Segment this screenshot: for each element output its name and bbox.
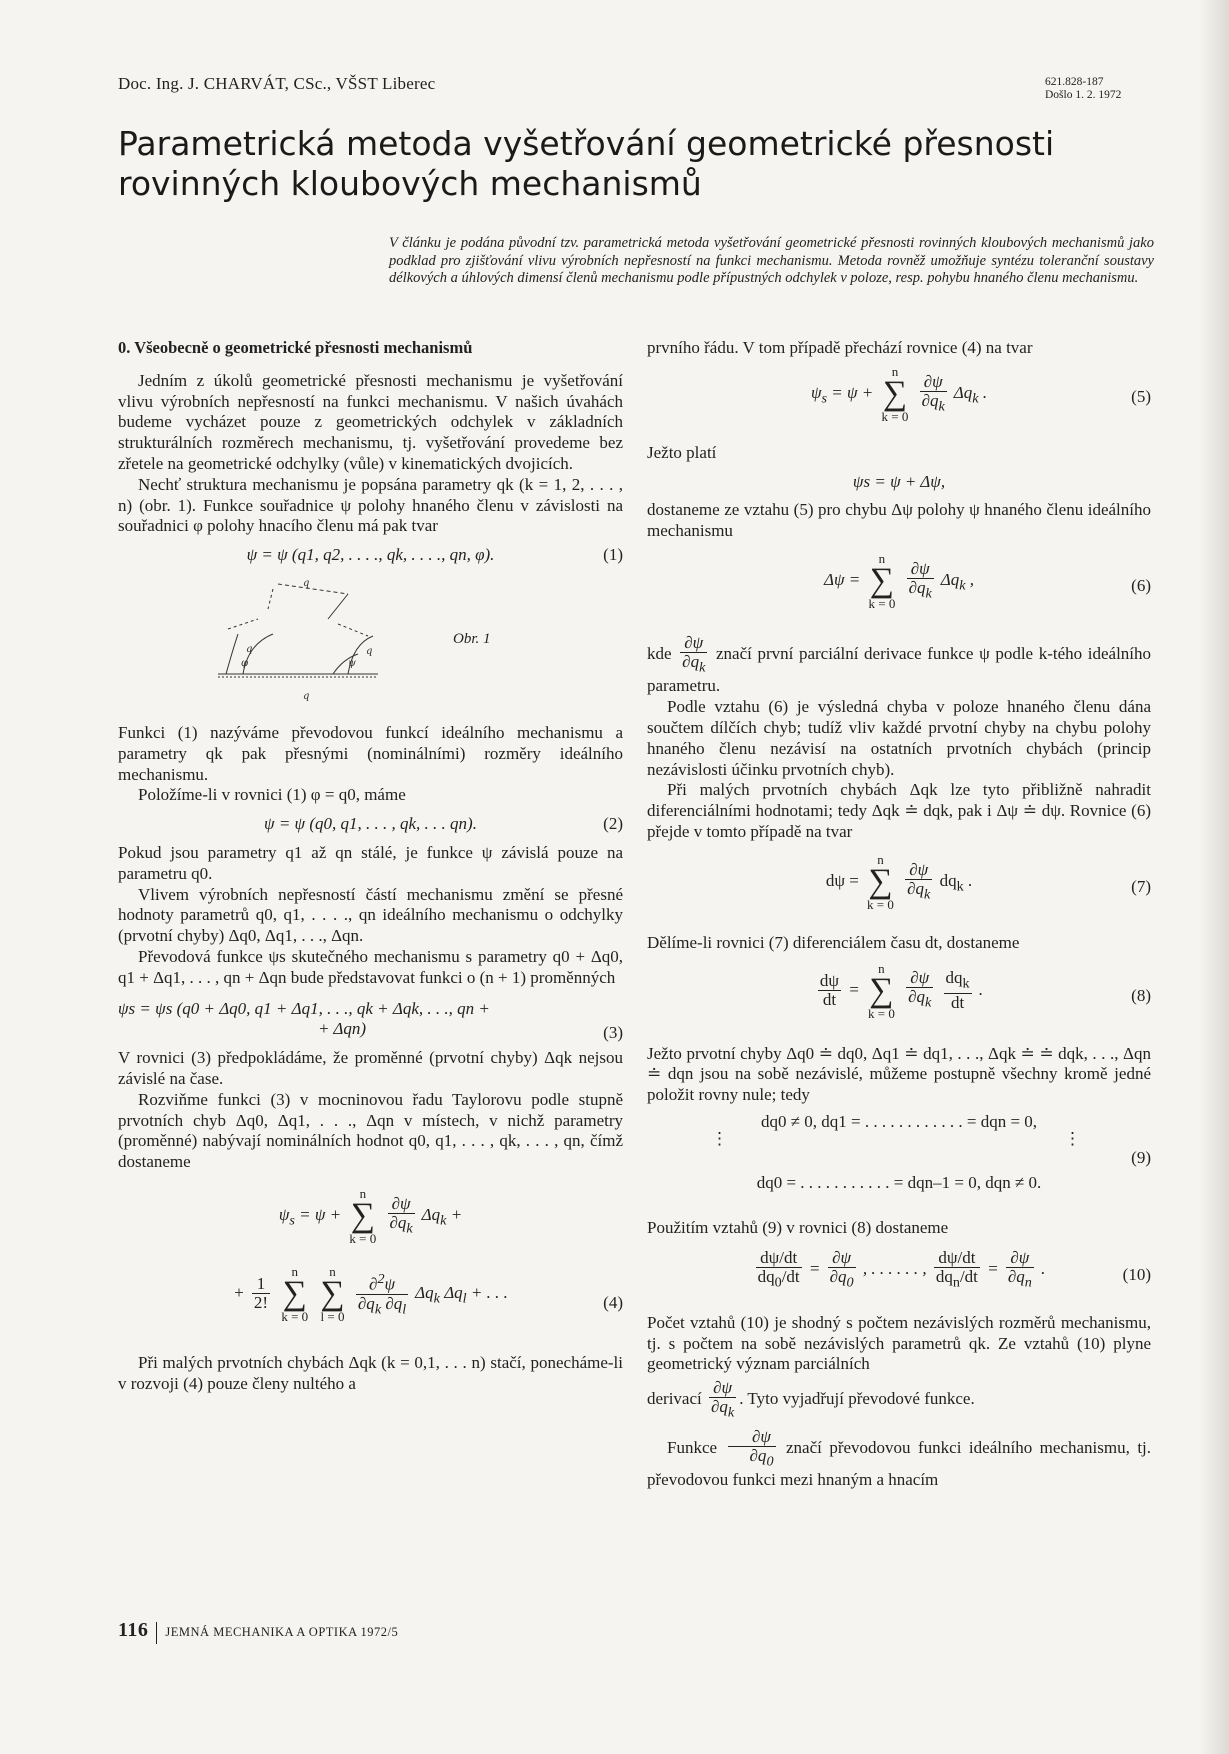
paragraph xyxy=(647,634,1151,697)
equation-number: (6) xyxy=(1131,575,1151,595)
abstract: V článku je podána původní tzv. parametrická metoda vyšetřování geometrické přesnosti rovinných kloubových mechanismů jako podklad pro zjišťování vlivu výrobních nepřesností na funkci mechanismu. Metoda rovněž umožňuje syntézu toleranční soustavy délkových a úhlových dimensí členů mechanismu podle přípustných odchylek v poloze, resp. pohybu hnaného členu mechanismu. xyxy=(389,235,1154,286)
paragraph: prvního řádu. V tom případě přechází rovnice (4) na tvar xyxy=(647,338,1033,357)
fraction: $\frac{\partial\psi}{\partial q_k}$ xyxy=(711,1378,735,1421)
sum-symbol: n ∑ k = 0 xyxy=(868,960,895,1021)
fraction: $\frac{\partial\psi}{\partial q_k}$ xyxy=(907,859,931,902)
paragraph: Nechť struktura mechanismu je popsána parametry qk (k = 1, 2, . . . , n) (obr. 1). Funkce souřadnice ψ polohy hnaného členu v závislosti na souřadnici φ polohy hnacího členu má pak tvar xyxy=(118,474,623,536)
svg-text:q: q xyxy=(246,643,253,655)
title-line-2: rovinných kloubových mechanismů xyxy=(118,164,702,203)
equation-number: (9) xyxy=(1131,1147,1151,1167)
equation-line: dq0 = . . . . . . . . . . . = dqn–1 = 0, dqn ≠ 0. xyxy=(756,1172,1042,1192)
equation-error xyxy=(647,472,1151,493)
fraction: $\frac{\partial\psi}{\partial q_n}$ xyxy=(1007,1247,1032,1291)
paragraph: Dělíme-li rovnici (7) diferenciálem času dt, dostaneme xyxy=(647,932,1020,952)
paragraph: dostaneme ze vztahu (5) pro chybu Δψ polohy ψ hnaného členu ideálního mechanismu xyxy=(647,500,1151,541)
page-footer xyxy=(118,1619,398,1644)
paragraph: Při malých prvotních chybách Δqk (k = 0,1, . . . n) stačí, ponecháme-li v rozvoji (4) pouze členy nultého a xyxy=(118,1352,623,1393)
inline-text: derivací xyxy=(647,1389,702,1409)
paragraph xyxy=(647,1428,1151,1491)
vertical-dots: ⋮ ⋮ xyxy=(711,1128,1081,1148)
fraction: $\frac{\partial\psi}{\partial q_k}$ xyxy=(908,558,932,602)
paragraph: Položíme-li v rovnici (1) φ = q0, máme xyxy=(138,785,406,805)
inline-text: značí převodovou funkci ideálního mechanismu, tj. převodovou funkci mezi hnaným a hnacím xyxy=(647,1437,1152,1489)
udc-code: 621.828-187 xyxy=(1045,76,1104,88)
page-edge-shadow xyxy=(1199,0,1229,1754)
paragraph: Při malých prvotních chybách Δqk lze tyto přibližně nahradit diferenciálními hodnotami; tedy Δqk ≐ dqk, pak i Δψ ≐ dψ. Rovnice (6) přejde v tomto případě na tvar xyxy=(647,780,1151,841)
paragraph: Převodová funkce ψs skutečného mechanismu s parametry q0 + Δq0, q1 + Δq1, . . . , qn + Δqn bude představovat funkci o (n + 1) proměnných xyxy=(118,946,623,987)
equation-3 xyxy=(118,999,623,1041)
equation-body: ψ = ψ (q1, q2, . . . ., qk, . . . ., qn, φ). xyxy=(246,545,495,565)
article-title xyxy=(118,124,1055,204)
equation-body: ψs = ψ + Δψ, xyxy=(852,471,946,491)
equation-10: $\frac{d\psi/dt}{dq_0/dt}$ = $\frac{\partial\psi}{\partial q_0}$ , . . . . . . , $\frac{d\psi/dt}{dq_n/dt}$ = $\frac{\partial\psi}{\partial q_n}$ . (10) xyxy=(757,1247,1151,1291)
equation-line: ψs = ψs (q0 + Δq0, q1 + Δq1, . . ., qk + Δqk, . . ., qn + xyxy=(118,998,490,1018)
equation-number: (7) xyxy=(1131,876,1151,896)
sum-symbol: n ∑ k = 0 xyxy=(868,550,896,611)
divider xyxy=(156,1622,157,1644)
fraction: $\frac{1}{2!}$ xyxy=(253,1274,269,1313)
author-line: Doc. Ing. J. CHARVÁT, CSc., VŠST Liberec xyxy=(118,74,436,93)
fraction: $\frac{d\psi/dt}{dq_0/dt}$ xyxy=(757,1247,800,1291)
svg-text:q: q xyxy=(303,577,310,589)
sum-symbol: n ∑ l = 0 xyxy=(320,1263,345,1324)
svg-text:φ: φ xyxy=(241,657,249,669)
sum-symbol: n ∑ k = 0 xyxy=(867,851,894,912)
fraction: $\frac{d\psi}{dt}$ xyxy=(819,971,840,1010)
equation-body: ψ = ψ (q0, q1, . . . , qk, . . . qn). xyxy=(264,814,477,834)
equation-number: (1) xyxy=(603,545,623,565)
equation-number: (8) xyxy=(1131,985,1151,1005)
fraction: $\frac{d\psi/dt}{dq_n/dt}$ xyxy=(935,1247,978,1291)
paragraph: Rozviňme funkci (3) v mocninovou řadu Taylorovu podle stupně prvotních chyb Δq0, Δq1, . . ., Δqn v místech, v nichž parametry (proměnné) nabývají nominálních hodnot q0, q1, . . . , qk, . . . , qn, čímž dostaneme xyxy=(118,1089,623,1172)
paragraph: Počet vztahů (10) je shodný s počtem nezávislých rozměrů mechanismu, tj. s počtem na sobě nezávislých parametrů qk. Ze vztahů (10) plyne geometrický význam parciálních xyxy=(647,1312,1151,1374)
paragraph xyxy=(647,1379,1151,1421)
journal-name: JEMNÁ MECHANIKA A OPTIKA 1972/5 xyxy=(165,1625,399,1639)
fraction: $\frac{\partial\psi}{\partial q_0}$ xyxy=(728,1428,776,1470)
equation-number: (5) xyxy=(1131,386,1151,406)
equation-number: (10) xyxy=(1122,1264,1151,1284)
equation-number: (4) xyxy=(603,1292,623,1312)
sum-symbol: n ∑ k = 0 xyxy=(281,1263,309,1324)
left-column xyxy=(118,338,623,1395)
svg-text:ψ: ψ xyxy=(348,657,356,669)
equation-line: + Δqn) xyxy=(318,1019,367,1039)
equation-1 xyxy=(118,545,623,566)
fraction: $\frac{\partial\psi}{\partial q_0}$ xyxy=(829,1247,854,1291)
equation-number: (3) xyxy=(603,1022,623,1042)
equation-number: (2) xyxy=(603,814,623,834)
fraction: $\frac{\partial\psi}{\partial q_k}$ xyxy=(682,632,706,676)
equation-4a: $\psi_s = \psi + n$ ∑ k = 0 $\frac{\partial\psi}{\partial q_k}$ $\Delta q_k$ + xyxy=(278,1185,463,1246)
paragraph: Jedním z úkolů geometrické přesnosti mechanismu je vyšetřování vlivu výrobních nepřesností na funkci mechanismu. V našich úvahách budeme vycházet pouze z geometrických odchylek v základních strukturálních rozměrech mechanismu, tj. vyšetřování provedeme bez zřetele na geometrické odchylky (vůle) v kinematických dvojicích. xyxy=(118,370,623,473)
inline-text: Funkce xyxy=(667,1437,718,1457)
paragraph: V rovnici (3) předpokládáme, že proměnné (prvotní chyby) Δqk nejsou závislé na čase. xyxy=(118,1048,623,1088)
page-number: 116 xyxy=(118,1619,149,1641)
paragraph: Vlivem výrobních nepřesností částí mechanismu změní se přesné hodnoty parametrů q0, q1, . . . ., qn ideálního mechanismu o odchylky (prvotní chyby) Δq0, Δq1, . . ., Δqn. xyxy=(118,884,623,946)
fraction: $\frac{\partial\psi}{\partial q_k}$ xyxy=(921,371,945,414)
equation-8: $\frac{d\psi}{dt}$ = n ∑ k = 0 $\frac{\partial\psi}{\partial q_k}$ $\frac{dq_k}{dt}$ . (8) xyxy=(819,960,1151,1021)
inline-text: kde xyxy=(647,644,672,664)
inline-text: značí první parciální derivace funkce ψ podle k-tého ideálního parametru. xyxy=(647,644,1152,696)
classification-code xyxy=(1045,76,1157,102)
figure-1 xyxy=(118,574,623,719)
equation-line: dq0 ≠ 0, dq1 = . . . . . . . . . . . . = dqn = 0, xyxy=(760,1111,1038,1131)
equation-9 xyxy=(647,1112,1151,1210)
equation-4b: + $\frac{1}{2!}$ n ∑ k = 0 n ∑ l = 0 $\frac{\partial^2\psi}{\partial q_k \partial q_l}$ $\Delta q_k$ $\Delta q_l$ + . . . (4) xyxy=(233,1263,623,1324)
fraction: $\frac{\partial\psi}{\partial q_k}$ xyxy=(389,1193,413,1237)
title-line-1: Parametrická metoda vyšetřování geometrické přesnosti xyxy=(118,124,1055,163)
fraction: $\frac{\partial^2\psi}{\partial q_k \partial q_l}$ xyxy=(357,1270,407,1317)
paragraph: Pokud jsou parametry q1 až qn stálé, je funkce ψ závislá pouze na parametru q0. xyxy=(118,842,623,883)
mechanism-diagram xyxy=(218,574,478,714)
svg-text:q: q xyxy=(366,645,373,657)
received-date: Došlo 1. 2. 1972 xyxy=(1045,89,1122,101)
figure-label: Obr. 1 xyxy=(453,630,491,647)
sum-symbol: n ∑ k = 0 xyxy=(349,1185,377,1246)
svg-text:q: q xyxy=(303,690,310,702)
paragraph: Ježto platí xyxy=(647,442,717,462)
fraction: $\frac{dq_k}{dt}$ xyxy=(945,968,970,1012)
fraction: $\frac{\partial\psi}{\partial q_k}$ xyxy=(908,968,932,1011)
paragraph: Funkci (1) nazýváme převodovou funkcí ideálního mechanismu a parametry qk pak přesnými (nominálními) rozměry ideálního mechanismu. xyxy=(118,722,623,784)
section-heading: 0. Všeobecně o geometrické přesnosti mechanismů xyxy=(118,338,473,357)
right-column xyxy=(647,338,1151,1491)
paragraph: Podle vztahu (6) je výsledná chyba v poloze hnaného členu dána součtem dílčích chyb; tudíž vliv každé prvotní chyby na chybu polohy hnaného členu nezávisí na ostatních prvotních chybách (princip nezávislosti účinku prvotních chyb). xyxy=(647,697,1151,779)
inline-text: . Tyto vyjadřují převodové funkce. xyxy=(739,1389,975,1409)
sum-symbol: n ∑ k = 0 xyxy=(881,363,909,424)
equation-5: $\psi_s = \psi + n$ ∑ k = 0 $\frac{\partial\psi}{\partial q_k}$ $\Delta q_k$ . (5) xyxy=(810,363,1151,424)
equation-7: dψ = n ∑ k = 0 $\frac{\partial\psi}{\partial q_k}$ $dq_k$ . (7) xyxy=(825,851,1151,912)
paragraph: Ježto prvotní chyby Δq0 ≐ dq0, Δq1 ≐ dq1, . . ., Δqk ≐ ≐ dqk, . . ., Δqn ≐ dqn jsou na sobě nezávislé, můžeme postupně všechny kromě jedné položit rovny nule; tedy xyxy=(647,1043,1151,1105)
equation-2 xyxy=(118,814,623,835)
paragraph: Použitím vztahů (9) v rovnici (8) dostaneme xyxy=(647,1217,949,1237)
equation-6: Δψ = n ∑ k = 0 $\frac{\partial\psi}{\partial q_k}$ $\Delta q_k$ , (6) xyxy=(823,550,1151,611)
